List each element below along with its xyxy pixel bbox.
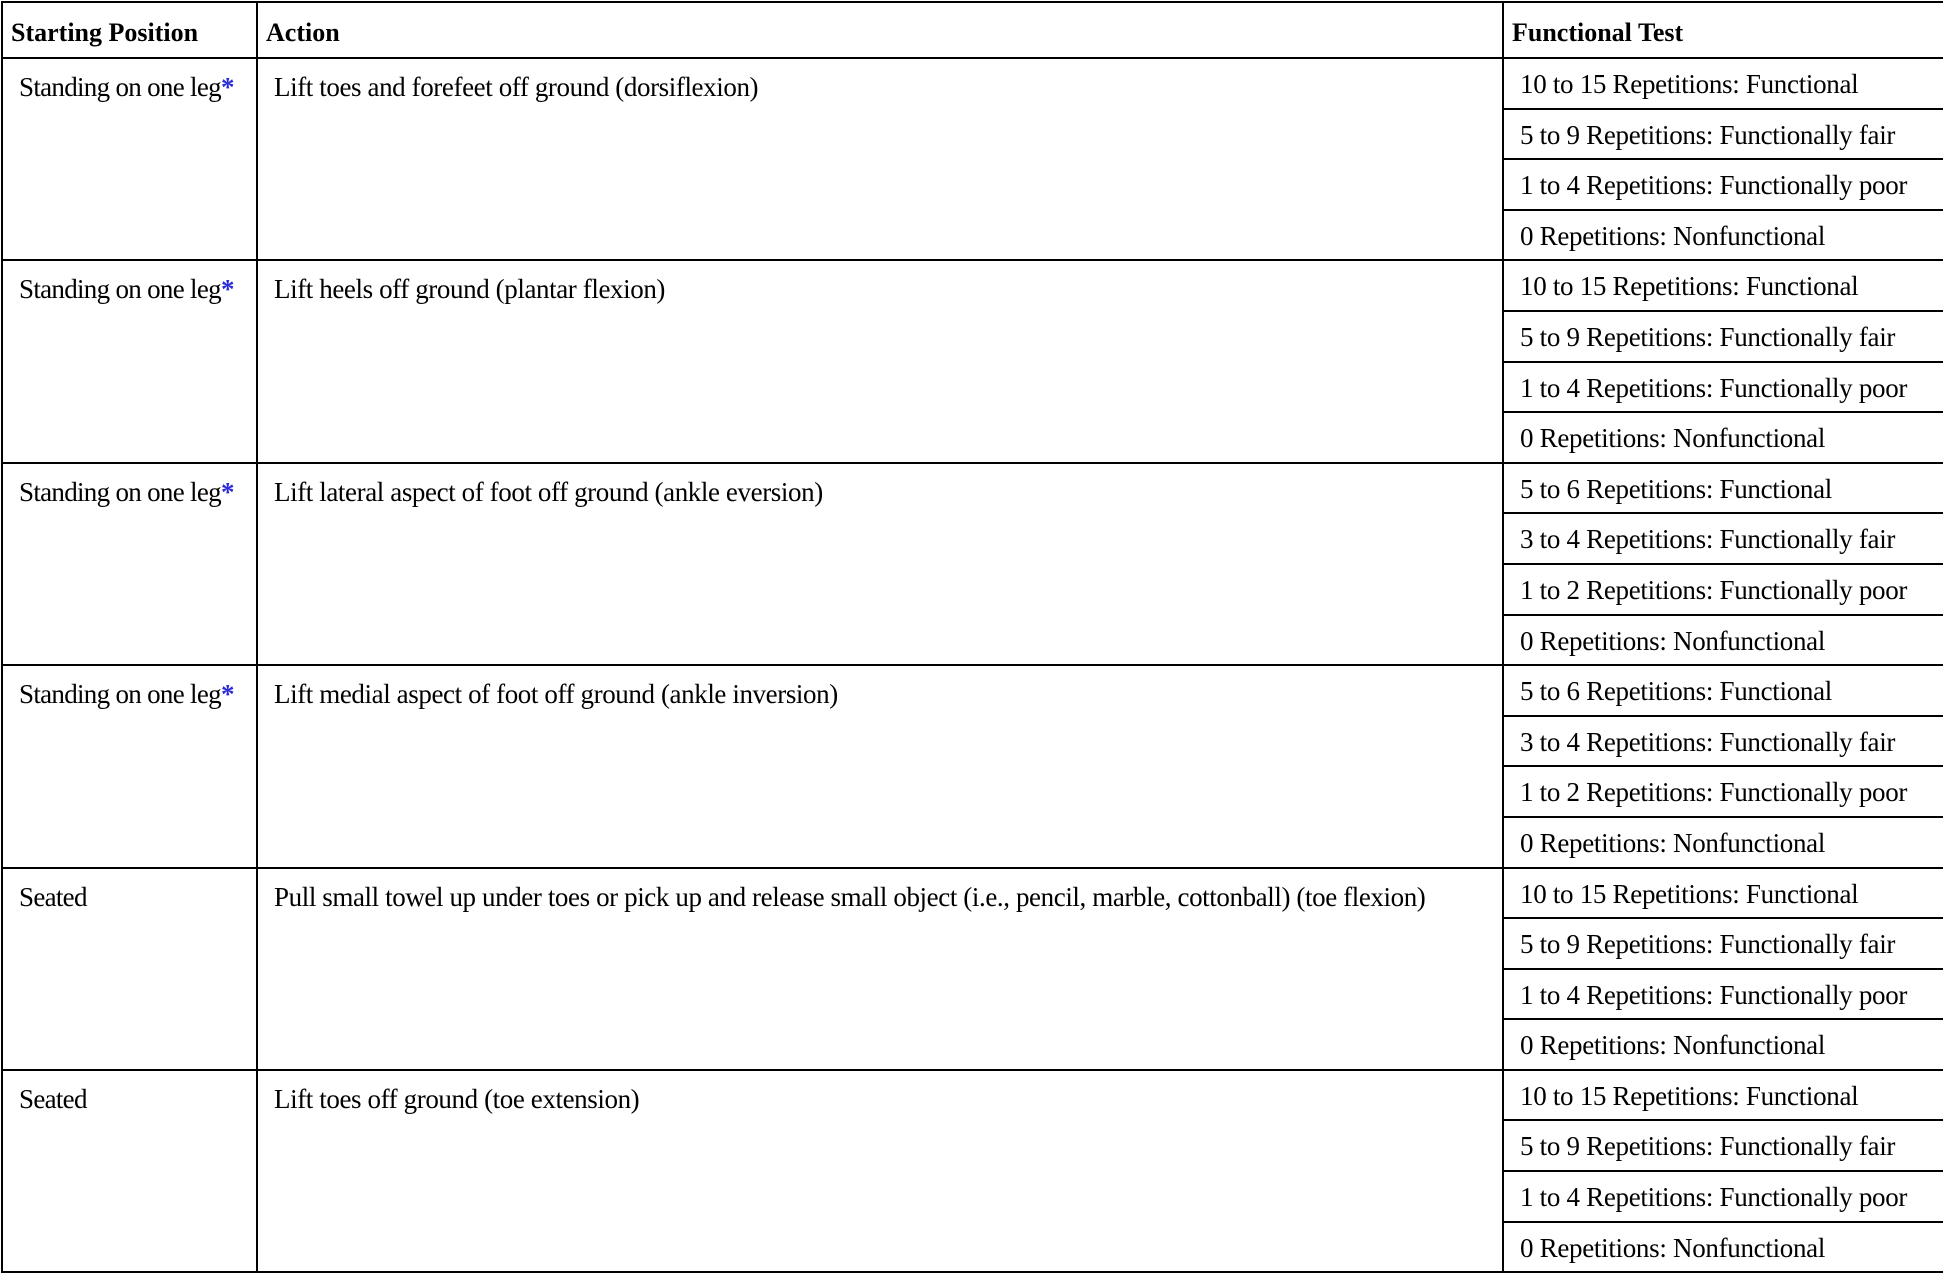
footnote-asterisk: * bbox=[220, 274, 234, 305]
starting-position-text: Standing on one leg bbox=[19, 72, 221, 102]
functional-test-result-cell: 10 to 15 Repetitions: Functional bbox=[1503, 1070, 1943, 1121]
table-row bbox=[2, 868, 1943, 919]
functional-test-result-cell: 1 to 2 Repetitions: Functionally poor bbox=[1503, 766, 1943, 817]
functional-test-result-cell: 5 to 6 Repetitions: Functional bbox=[1503, 665, 1943, 716]
functional-test-result-cell: 0 Repetitions: Nonfunctional bbox=[1503, 1222, 1943, 1273]
action-cell: Lift lateral aspect of foot off ground (ankle eversion) bbox=[257, 463, 1503, 665]
action-cell: Lift heels off ground (plantar flexion) bbox=[257, 260, 1503, 462]
functional-test-result-cell: 10 to 15 Repetitions: Functional bbox=[1503, 260, 1943, 311]
starting-position-text: Standing on one leg bbox=[19, 274, 221, 305]
functional-test-result-cell: 3 to 4 Repetitions: Functionally fair bbox=[1503, 513, 1943, 564]
table-row bbox=[2, 58, 1943, 109]
functional-test-result-cell: 5 to 9 Repetitions: Functionally fair bbox=[1503, 918, 1943, 969]
functional-test-result-cell: 5 to 9 Repetitions: Functionally fair bbox=[1503, 311, 1943, 362]
footnote-asterisk: * bbox=[220, 72, 234, 102]
functional-test-result-cell: 5 to 6 Repetitions: Functional bbox=[1503, 463, 1943, 514]
functional-test-result-cell: 1 to 4 Repetitions: Functionally poor bbox=[1503, 362, 1943, 413]
functional-test-result-cell: 1 to 2 Repetitions: Functionally poor bbox=[1503, 564, 1943, 615]
footnote-asterisk: * bbox=[220, 476, 234, 507]
header-starting-position: Starting Position bbox=[2, 2, 257, 58]
functional-test-result-cell: 10 to 15 Repetitions: Functional bbox=[1503, 868, 1943, 919]
functional-test-result-cell: 0 Repetitions: Nonfunctional bbox=[1503, 1019, 1943, 1070]
starting-position-cell bbox=[2, 665, 257, 867]
functional-test-result-cell: 0 Repetitions: Nonfunctional bbox=[1503, 412, 1943, 463]
action-cell: Pull small towel up under toes or pick up and release small object (i.e., pencil, marble, cottonball) (toe flexion) bbox=[257, 868, 1503, 1070]
functional-test-result-cell: 1 to 4 Repetitions: Functionally poor bbox=[1503, 1171, 1943, 1222]
functional-test-result-cell: 10 to 15 Repetitions: Functional bbox=[1503, 58, 1943, 109]
starting-position-text: Seated bbox=[19, 881, 87, 912]
table-row bbox=[2, 1070, 1943, 1121]
footnote-asterisk: * bbox=[220, 679, 234, 710]
functional-test-table bbox=[1, 1, 1943, 1273]
functional-test-result-cell: 5 to 9 Repetitions: Functionally fair bbox=[1503, 1120, 1943, 1171]
functional-test-result-cell: 5 to 9 Repetitions: Functionally fair bbox=[1503, 109, 1943, 160]
table-row bbox=[2, 260, 1943, 311]
starting-position-cell bbox=[2, 58, 257, 260]
starting-position-text: Seated bbox=[19, 1083, 87, 1114]
table-body bbox=[2, 58, 1943, 1272]
action-cell: Lift medial aspect of foot off ground (ankle inversion) bbox=[257, 665, 1503, 867]
functional-test-result-cell: 3 to 4 Repetitions: Functionally fair bbox=[1503, 716, 1943, 767]
action-cell: Lift toes off ground (toe extension) bbox=[257, 1070, 1503, 1272]
starting-position-cell bbox=[2, 463, 257, 665]
starting-position-cell bbox=[2, 260, 257, 462]
header-functional-test: Functional Test bbox=[1503, 2, 1943, 58]
functional-test-result-cell: 0 Repetitions: Nonfunctional bbox=[1503, 615, 1943, 666]
starting-position-cell bbox=[2, 868, 257, 1070]
functional-test-table-container bbox=[1, 1, 1943, 1273]
starting-position-cell bbox=[2, 1070, 257, 1272]
starting-position-text: Standing on one leg bbox=[19, 476, 221, 507]
header-action: Action bbox=[257, 2, 1503, 58]
table-row bbox=[2, 665, 1943, 716]
functional-test-result-cell: 0 Repetitions: Nonfunctional bbox=[1503, 817, 1943, 868]
starting-position-text: Standing on one leg bbox=[19, 679, 221, 710]
table-header-row bbox=[2, 2, 1943, 58]
functional-test-result-cell: 1 to 4 Repetitions: Functionally poor bbox=[1503, 969, 1943, 1020]
functional-test-result-cell: 0 Repetitions: Nonfunctional bbox=[1503, 210, 1943, 261]
table-row bbox=[2, 463, 1943, 514]
action-cell: Lift toes and forefeet off ground (dorsiflexion) bbox=[257, 58, 1503, 260]
functional-test-result-cell: 1 to 4 Repetitions: Functionally poor bbox=[1503, 159, 1943, 210]
